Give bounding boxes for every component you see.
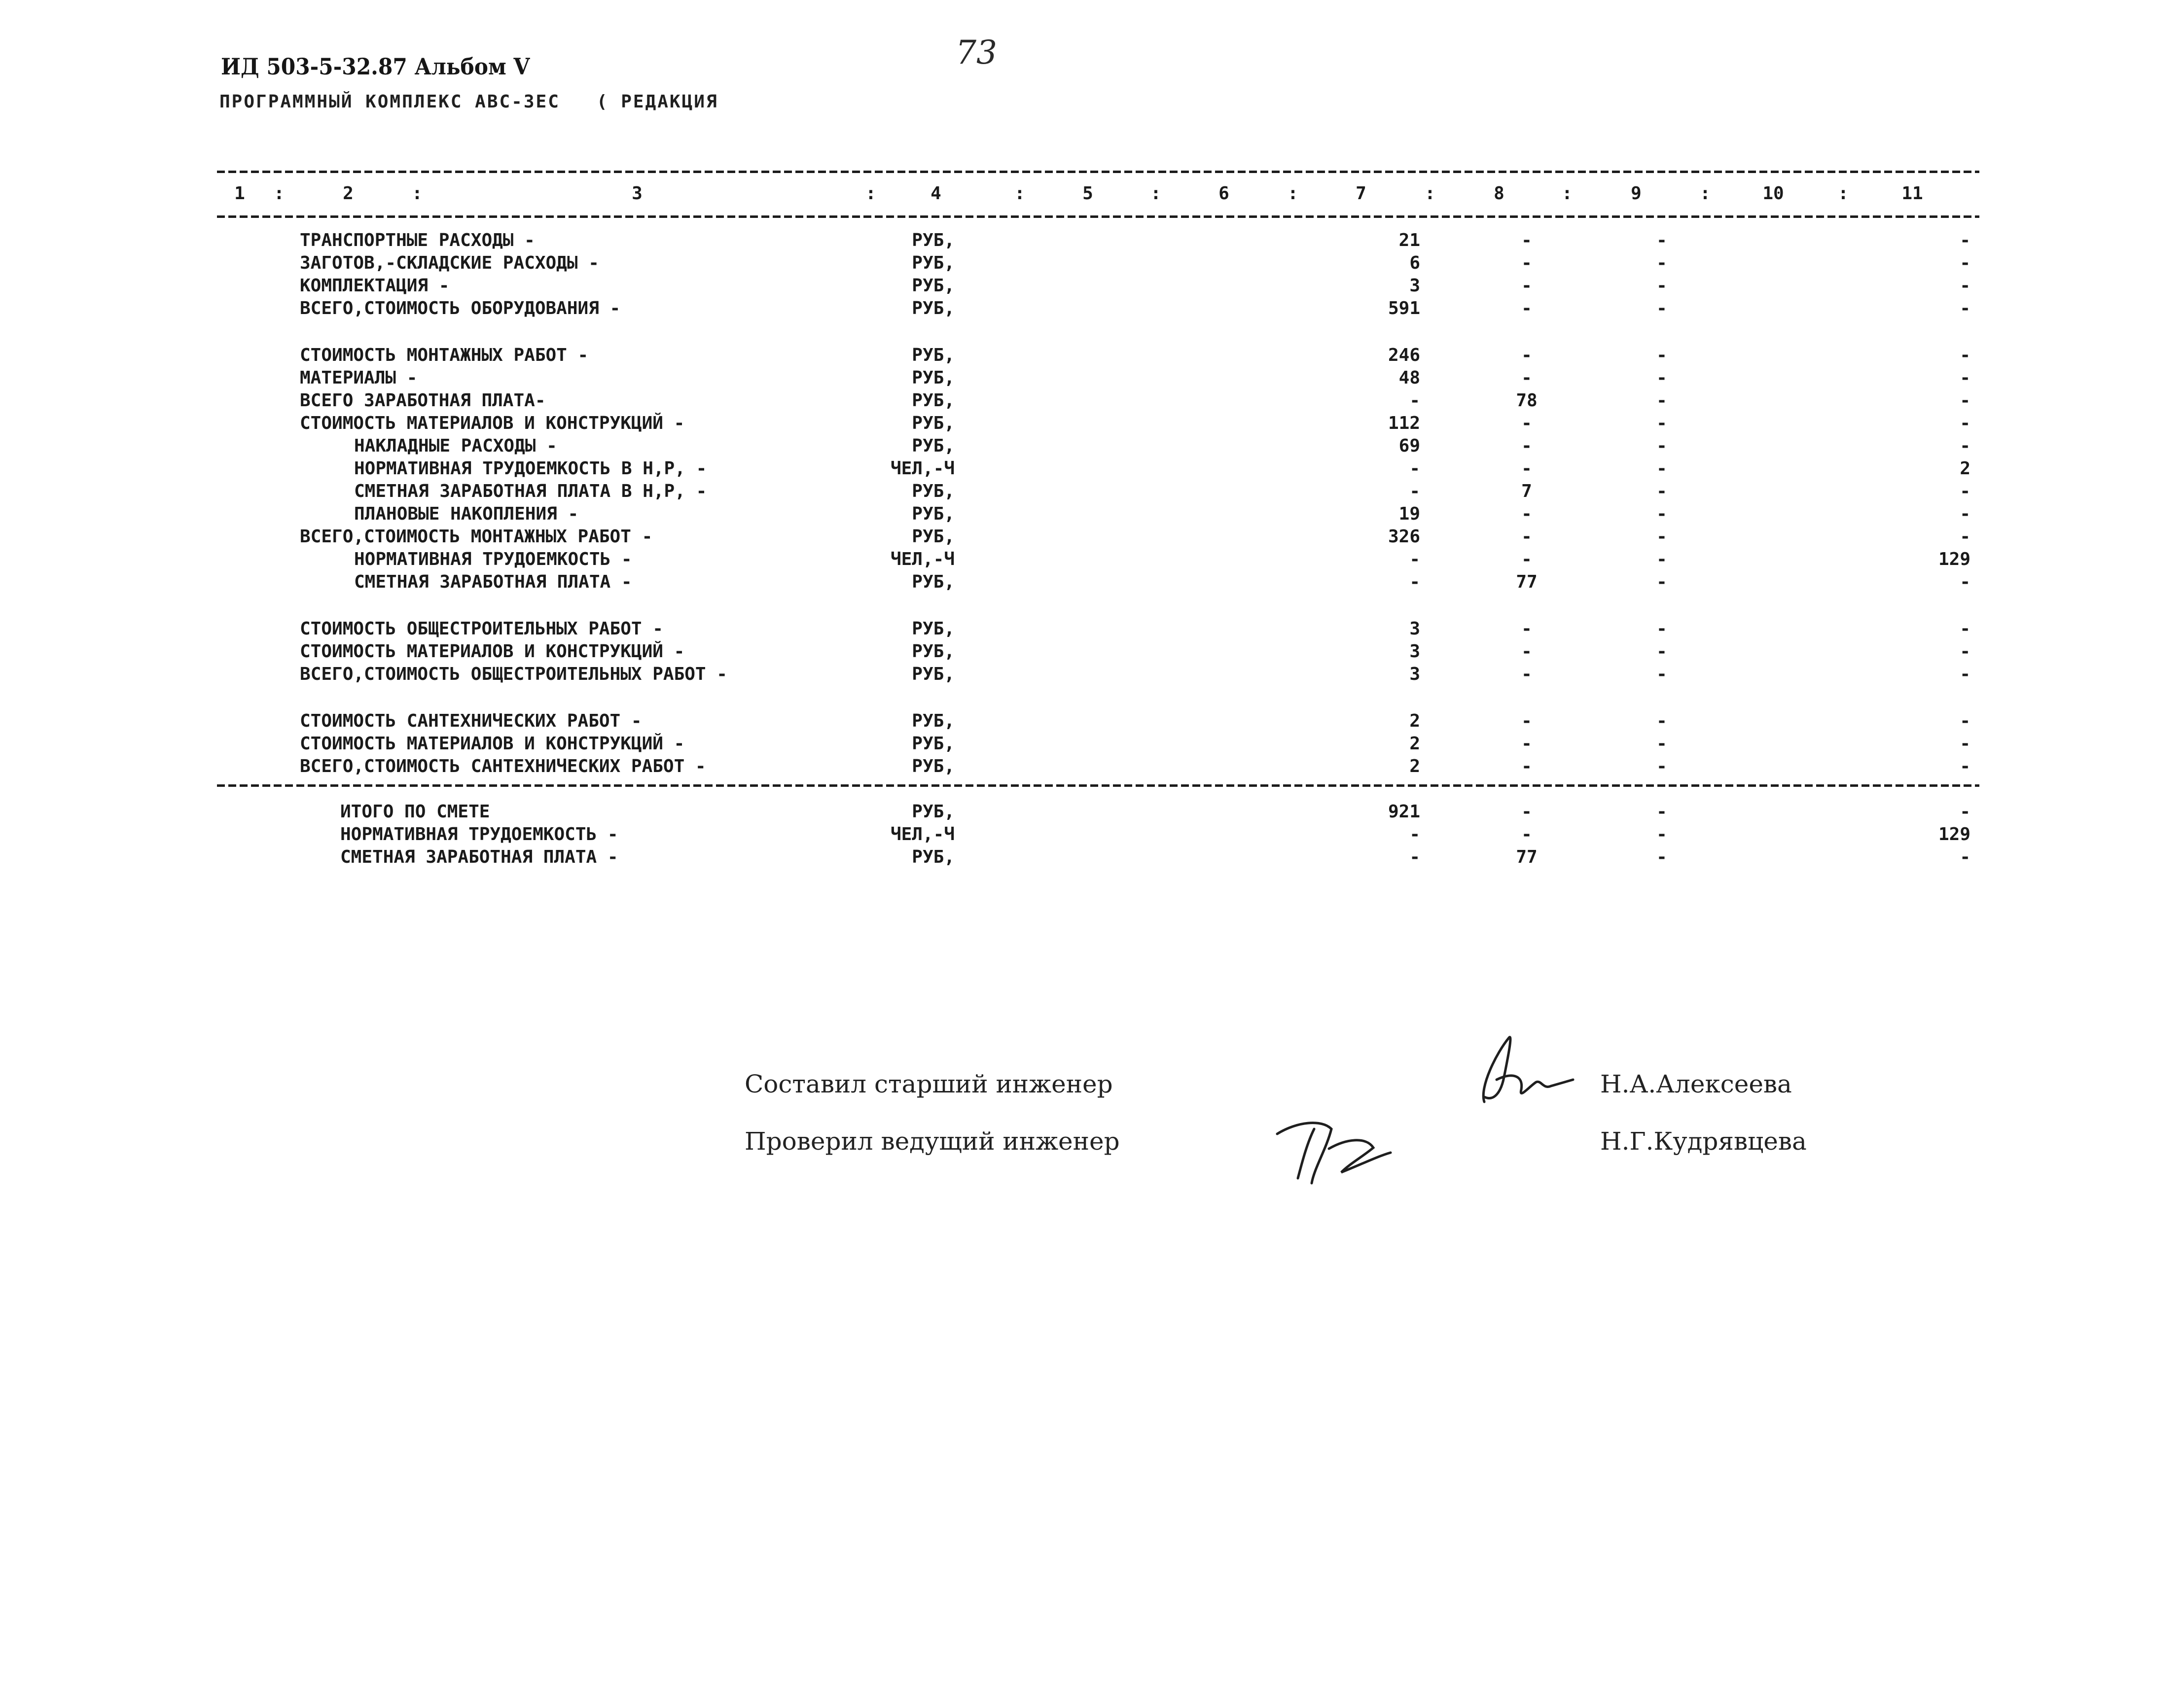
cell-col-8: - [1521,276,1532,296]
cell-col-11: 129 [1938,824,1970,844]
cell-col-7: 112 [1388,413,1420,433]
column-separator: : [1838,183,1849,204]
cell-col-7: 48 [1398,368,1420,388]
cell-col-8: - [1521,504,1532,524]
cell-col-9: - [1656,458,1667,479]
cell-col-9: - [1656,619,1667,639]
row-unit: РУБ, [912,504,955,524]
row-unit: РУБ, [912,298,955,318]
cell-col-8: 7 [1521,481,1532,501]
row-label: ВСЕГО,СТОИМОСТЬ МОНТАЖНЫХ РАБОТ - [300,527,653,547]
cell-col-11: - [1960,230,1970,250]
row-unit: РУБ, [912,847,955,867]
cell-col-7: - [1409,390,1420,411]
cell-col-7: - [1409,458,1420,479]
row-label: СМЕТНАЯ ЗАРАБОТНАЯ ПЛАТА В Н,Р, - [354,481,707,501]
cell-col-7: - [1409,549,1420,569]
column-number: 10 [1762,183,1784,204]
column-number: 3 [632,183,643,204]
cell-col-7: 2 [1409,711,1420,731]
cell-col-7: 3 [1409,664,1420,684]
cell-col-11: - [1960,756,1970,776]
row-label: ТРАНСПОРТНЫЕ РАСХОДЫ - [300,230,535,250]
cell-col-8: - [1521,824,1532,844]
cell-col-8: - [1521,253,1532,273]
cell-col-8: - [1521,368,1532,388]
row-unit: РУБ, [912,756,955,776]
column-number: 8 [1494,183,1504,204]
cell-col-7: 591 [1388,298,1420,318]
cell-col-7: 6 [1409,253,1420,273]
row-label: ИТОГО ПО СМЕТЕ [340,802,490,822]
cell-col-11: - [1960,734,1970,754]
cell-col-9: - [1656,298,1667,318]
cell-col-9: - [1656,847,1667,867]
cell-col-8: - [1521,230,1532,250]
cell-col-7: - [1409,847,1420,867]
row-unit: РУБ, [912,368,955,388]
row-label: НОРМАТИВНАЯ ТРУДОЕМКОСТЬ - [340,824,618,844]
cell-col-9: - [1656,802,1667,822]
cell-col-9: - [1656,230,1667,250]
row-label: СТОИМОСТЬ МАТЕРИАЛОВ И КОНСТРУКЦИЙ - [300,413,685,433]
cell-col-11: 2 [1960,458,1970,479]
cell-col-7: 3 [1409,276,1420,296]
row-label: СТОИМОСТЬ МАТЕРИАЛОВ И КОНСТРУКЦИЙ - [300,641,685,662]
cell-col-7: 3 [1409,619,1420,639]
cell-col-11: - [1960,481,1970,501]
table-top-rule [217,171,1979,173]
row-label: ВСЕГО,СТОИМОСТЬ ОБОРУДОВАНИЯ - [300,298,621,318]
row-label: ПЛАНОВЫЕ НАКОПЛЕНИЯ - [354,504,579,524]
cell-col-8: - [1521,756,1532,776]
cell-col-8: - [1521,802,1532,822]
row-unit: РУБ, [912,711,955,731]
cell-col-11: - [1960,619,1970,639]
cell-col-8: 77 [1516,847,1538,867]
column-separator: : [1562,183,1573,204]
cell-col-8: - [1521,527,1532,547]
cell-col-11: 129 [1938,549,1970,569]
cell-col-11: - [1960,276,1970,296]
cell-col-9: - [1656,824,1667,844]
cell-col-7: 246 [1388,345,1420,365]
row-unit: РУБ, [912,481,955,501]
cell-col-9: - [1656,711,1667,731]
cell-col-11: - [1960,368,1970,388]
cell-col-9: - [1656,413,1667,433]
row-label: КОМПЛЕКТАЦИЯ - [300,276,450,296]
column-separator: : [1150,183,1161,204]
page-number: 73 [956,34,997,71]
cell-col-9: - [1656,345,1667,365]
cell-col-8: - [1521,298,1532,318]
row-unit: РУБ, [912,527,955,547]
cell-col-9: - [1656,253,1667,273]
cell-col-9: - [1656,549,1667,569]
column-number: 6 [1218,183,1229,204]
row-unit: ЧЕЛ,-Ч [890,549,955,569]
cell-col-9: - [1656,504,1667,524]
column-number: 2 [343,183,354,204]
compiled-by-label: Составил старший инженер [745,1070,1113,1098]
cell-col-9: - [1656,734,1667,754]
row-label: СТОИМОСТЬ МОНТАЖНЫХ РАБОТ - [300,345,589,365]
cell-col-7: 326 [1388,527,1420,547]
row-unit: РУБ, [912,345,955,365]
row-unit: РУБ, [912,276,955,296]
row-unit: РУБ, [912,390,955,411]
column-separator: : [865,183,876,204]
row-label: МАТЕРИАЛЫ - [300,368,418,388]
cell-col-8: - [1521,734,1532,754]
row-label: СТОИМОСТЬ САНТЕХНИЧЕСКИХ РАБОТ - [300,711,642,731]
column-number: 1 [234,183,245,204]
column-number: 5 [1082,183,1093,204]
table-total-rule [217,784,1979,787]
row-label: СТОИМОСТЬ МАТЕРИАЛОВ И КОНСТРУКЦИЙ - [300,734,685,754]
cell-col-11: - [1960,847,1970,867]
row-label: НОРМАТИВНАЯ ТРУДОЕМКОСТЬ В Н,Р, - [354,458,707,479]
row-unit: ЧЕЛ,-Ч [890,824,955,844]
row-label: НОРМАТИВНАЯ ТРУДОЕМКОСТЬ - [354,549,632,569]
cell-col-11: - [1960,664,1970,684]
row-unit: РУБ, [912,802,955,822]
column-separator: : [1425,183,1435,204]
column-separator: : [1288,183,1298,204]
cell-col-8: 77 [1516,572,1538,592]
cell-col-9: - [1656,368,1667,388]
cell-col-11: - [1960,527,1970,547]
column-number: 9 [1631,183,1642,204]
cell-col-7: 3 [1409,641,1420,662]
cell-col-9: - [1656,527,1667,547]
cell-col-7: - [1409,824,1420,844]
document-code: ИД 503-5-32.87 Альбом V [221,53,530,80]
cell-col-11: - [1960,413,1970,433]
row-label: ВСЕГО,СТОИМОСТЬ ОБЩЕСТРОИТЕЛЬНЫХ РАБОТ - [300,664,727,684]
program-line: ПРОГРАММНЫЙ КОМПЛЕКС АВС-3ЕС ( РЕДАКЦИЯ [219,92,718,112]
cell-col-7: 19 [1398,504,1420,524]
row-label: НАКЛАДНЫЕ РАСХОДЫ - [354,436,557,456]
cell-col-9: - [1656,436,1667,456]
handwritten-signature-checker [1267,1109,1396,1188]
cell-col-11: - [1960,802,1970,822]
cell-col-8: - [1521,345,1532,365]
row-label: ВСЕГО,СТОИМОСТЬ САНТЕХНИЧЕСКИХ РАБОТ - [300,756,706,776]
checked-by-label: Проверил ведущий инженер [745,1127,1120,1156]
cell-col-11: - [1960,390,1970,411]
row-unit: ЧЕЛ,-Ч [890,458,955,479]
row-label: СМЕТНАЯ ЗАРАБОТНАЯ ПЛАТА - [354,572,632,592]
cell-col-9: - [1656,276,1667,296]
cell-col-8: - [1521,619,1532,639]
row-label: ВСЕГО ЗАРАБОТНАЯ ПЛАТА- [300,390,546,411]
cell-col-11: - [1960,298,1970,318]
cell-col-9: - [1656,481,1667,501]
cell-col-11: - [1960,345,1970,365]
row-label: СМЕТНАЯ ЗАРАБОТНАЯ ПЛАТА - [340,847,618,867]
cell-col-9: - [1656,641,1667,662]
row-unit: РУБ, [912,664,955,684]
cell-col-11: - [1960,711,1970,731]
cell-col-7: 921 [1388,802,1420,822]
row-unit: РУБ, [912,436,955,456]
cell-col-8: - [1521,413,1532,433]
cell-col-7: - [1409,572,1420,592]
row-label: СТОИМОСТЬ ОБЩЕСТРОИТЕЛЬНЫХ РАБОТ - [300,619,663,639]
cell-col-9: - [1656,664,1667,684]
row-unit: РУБ, [912,230,955,250]
cell-col-8: - [1521,549,1532,569]
column-number: 4 [931,183,941,204]
cell-col-7: 21 [1398,230,1420,250]
table-header-rule [217,215,1979,218]
column-number: 7 [1356,183,1366,204]
cell-col-8: - [1521,641,1532,662]
cell-col-9: - [1656,756,1667,776]
column-separator: : [274,183,285,204]
cell-col-7: - [1409,481,1420,501]
cell-col-11: - [1960,641,1970,662]
cell-col-7: 2 [1409,756,1420,776]
cell-col-11: - [1960,253,1970,273]
row-unit: РУБ, [912,572,955,592]
checked-by-name: Н.Г.Кудрявцева [1600,1127,1807,1156]
cell-col-8: - [1521,711,1532,731]
cell-col-8: - [1521,458,1532,479]
cell-col-7: 2 [1409,734,1420,754]
cell-col-9: - [1656,390,1667,411]
cell-col-9: - [1656,572,1667,592]
row-unit: РУБ, [912,619,955,639]
row-unit: РУБ, [912,413,955,433]
column-separator: : [412,183,423,204]
cell-col-8: - [1521,664,1532,684]
column-separator: : [1700,183,1711,204]
column-separator: : [1014,183,1025,204]
column-number: 11 [1901,183,1923,204]
cell-col-11: - [1960,504,1970,524]
row-label: ЗАГОТОВ,-СКЛАДСКИЕ РАСХОДЫ - [300,253,599,273]
cell-col-8: - [1521,436,1532,456]
cell-col-7: 69 [1398,436,1420,456]
compiled-by-name: Н.А.Алексеева [1600,1070,1792,1098]
cell-col-8: 78 [1516,390,1538,411]
cell-col-11: - [1960,572,1970,592]
handwritten-signature-compiler [1450,1028,1578,1117]
cell-col-11: - [1960,436,1970,456]
row-unit: РУБ, [912,734,955,754]
row-unit: РУБ, [912,641,955,662]
row-unit: РУБ, [912,253,955,273]
